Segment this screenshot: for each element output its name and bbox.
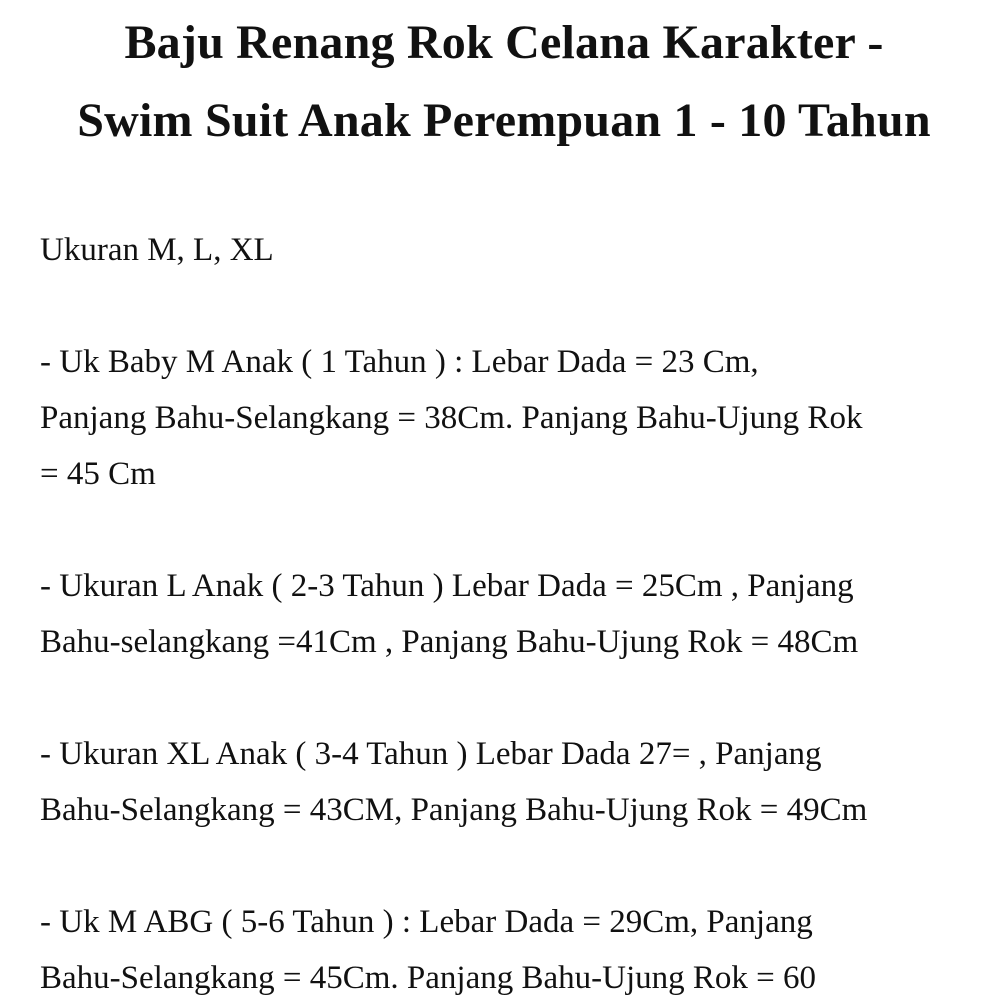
- size-entry-baby-m: [40, 334, 990, 502]
- size-entry-line: Bahu-selangkang =41Cm , Panjang Bahu-Ujung Rok = 48Cm: [40, 624, 859, 660]
- size-entry-line: - Ukuran XL Anak ( 3-4 Tahun ) Lebar Dada 27= , Panjang: [40, 736, 822, 772]
- size-entry-line: Bahu-Selangkang = 43CM, Panjang Bahu-Ujung Rok = 49Cm: [40, 792, 868, 828]
- paragraph-gap: [40, 502, 990, 558]
- size-description: [40, 222, 990, 1006]
- paragraph-gap: [40, 278, 990, 334]
- sizes-available-line: Ukuran M, L, XL: [40, 232, 274, 268]
- size-entry-line: - Uk Baby M Anak ( 1 Tahun ) : Lebar Dada = 23 Cm,: [40, 344, 759, 380]
- size-entry-xl: [40, 726, 990, 838]
- size-entry-m-abg: [40, 894, 990, 1006]
- paragraph-gap: [40, 838, 990, 894]
- size-entry-line: Bahu-Selangkang = 45Cm. Panjang Bahu-Ujung Rok = 60: [40, 960, 816, 996]
- size-entry-line: - Ukuran L Anak ( 2-3 Tahun ) Lebar Dada = 25Cm , Panjang: [40, 568, 854, 604]
- product-title: [0, 4, 1008, 160]
- product-title-line-1: Baju Renang Rok Celana Karakter -: [124, 16, 884, 69]
- product-title-line-2: Swim Suit Anak Perempuan 1 - 10 Tahun: [77, 94, 931, 147]
- size-entry-line: - Uk M ABG ( 5-6 Tahun ) : Lebar Dada = 29Cm, Panjang: [40, 904, 813, 940]
- size-entry-line: = 45 Cm: [40, 456, 156, 492]
- size-entry-l: [40, 558, 990, 670]
- size-entry-line: Panjang Bahu-Selangkang = 38Cm. Panjang Bahu-Ujung Rok: [40, 400, 863, 436]
- paragraph-gap: [40, 670, 990, 726]
